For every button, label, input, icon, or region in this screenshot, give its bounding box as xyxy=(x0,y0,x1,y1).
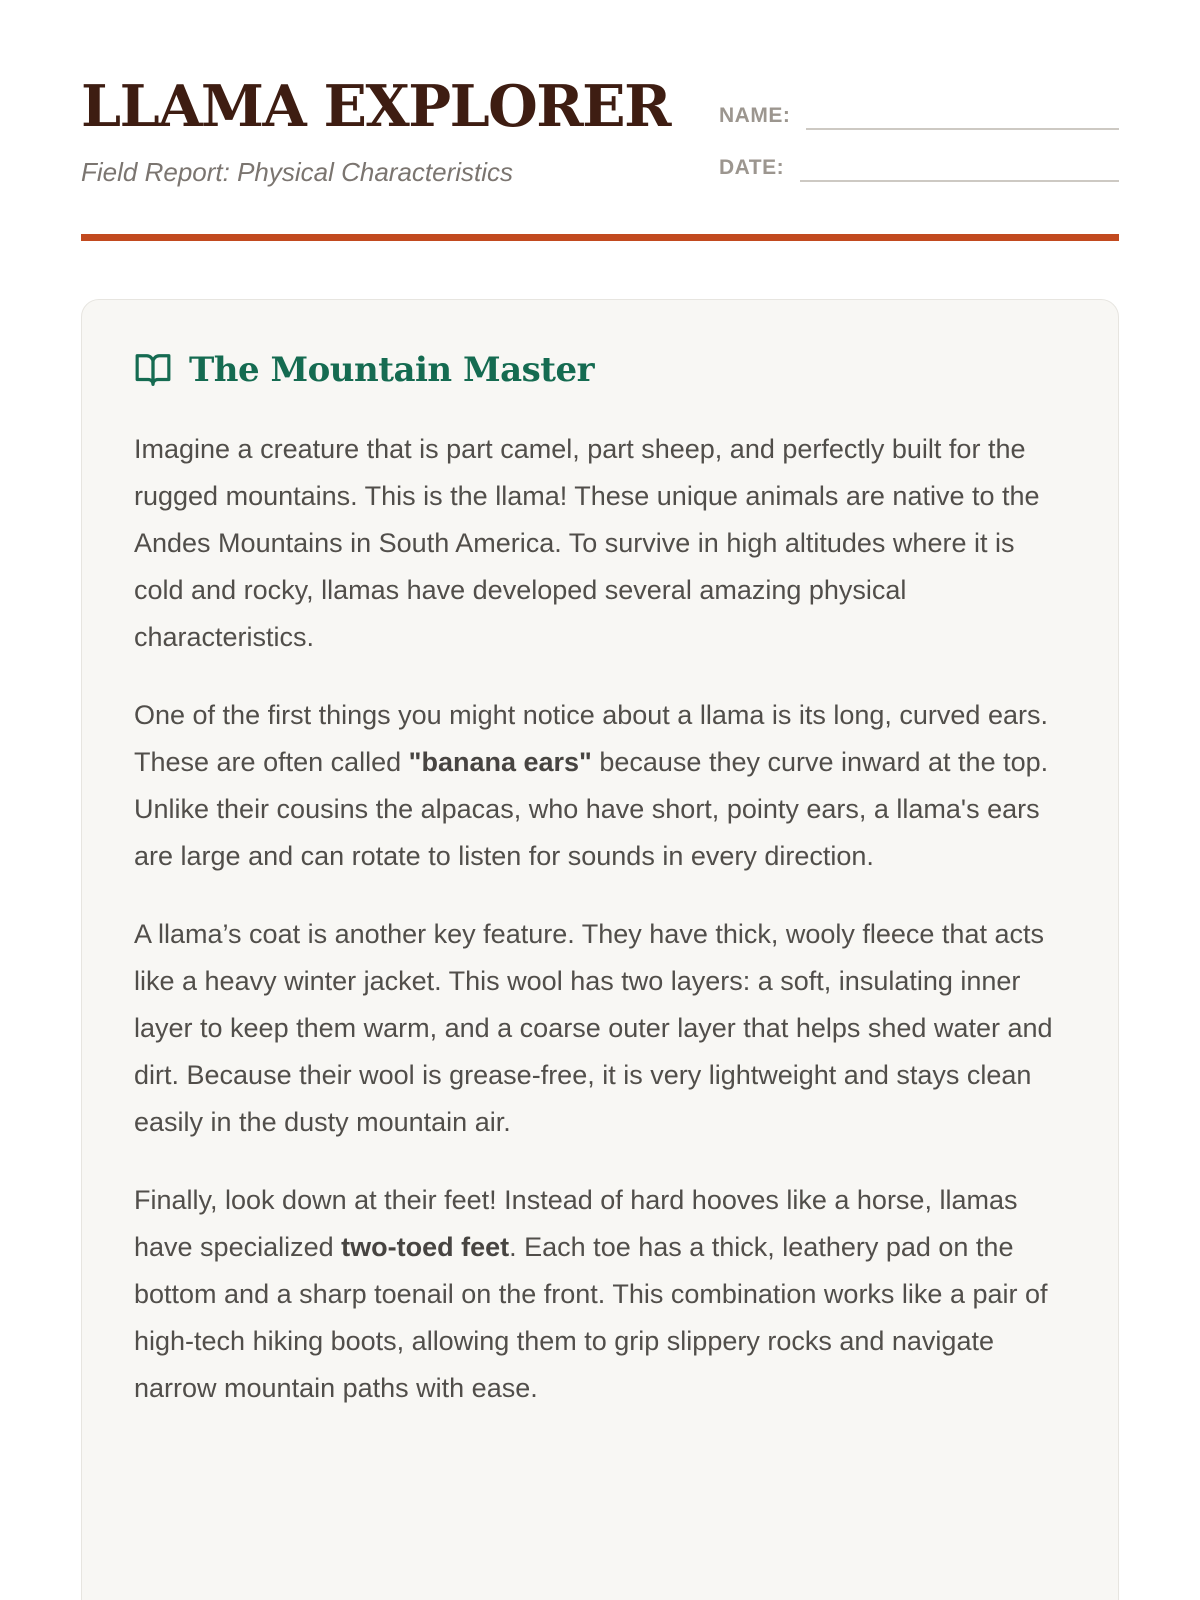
name-write-line[interactable] xyxy=(806,100,1119,130)
header-fields-block xyxy=(719,78,1119,198)
passage-paragraph: Finally, look down at their feet! Instead of hard hooves like a horse, llamas have specialized two-toed feet. Each toe has a thick, leathery pad on the bottom and a sharp toenail on the front. This combination works like a pair of high-tech hiking boots, allowing them to grip slippery rocks and navigate narrow mountain paths with ease. xyxy=(134,1185,1048,1403)
bold-term: "banana ears" xyxy=(408,747,592,777)
passage-paragraph: One of the first things you might notice about a llama is its long, curved ears. These are often called "banana ears" because they curve inward at the top. Unlike their cousins the alpacas, who have short, pointy ears, a llama's ears are large and can rotate to listen for sounds in every direction. xyxy=(134,700,1049,871)
date-write-line[interactable] xyxy=(800,152,1119,182)
page-subtitle: Field Report: Physical Characteristics xyxy=(81,157,514,187)
passage-heading-text: The Mountain Master xyxy=(189,350,595,390)
accent-divider xyxy=(81,234,1119,241)
header-title-block xyxy=(81,73,719,188)
passage-paragraph: A llama’s coat is another key feature. They have thick, wooly fleece that acts like a heavy winter jacket. This wool has two layers: a soft, insulating inner layer to keep them warm, and a coarse outer layer that helps shed water and dirt. Because their wool is grease-free, it is very lightweight and stays clean easily in the dusty mountain air. xyxy=(134,919,1053,1137)
passage-heading xyxy=(134,350,1066,390)
name-field-row xyxy=(719,94,1119,130)
report-header xyxy=(81,0,1119,198)
page-title: LLAMA EXPLORER xyxy=(81,73,670,140)
date-field-row xyxy=(719,146,1119,182)
reading-passage-card xyxy=(81,299,1119,1600)
passage-body xyxy=(134,426,1066,1412)
book-open-icon xyxy=(134,351,172,389)
date-label: DATE: xyxy=(719,156,785,179)
name-label: NAME: xyxy=(719,104,791,127)
passage-paragraph: Imagine a creature that is part camel, part sheep, and perfectly built for the rugged mountains. This is the llama! These unique animals are native to the Andes Mountains in South America. To survive in high altitudes where it is cold and rocky, llamas have developed several amazing physical characteristics. xyxy=(134,434,1040,652)
bold-term: two-toed feet xyxy=(341,1232,510,1262)
